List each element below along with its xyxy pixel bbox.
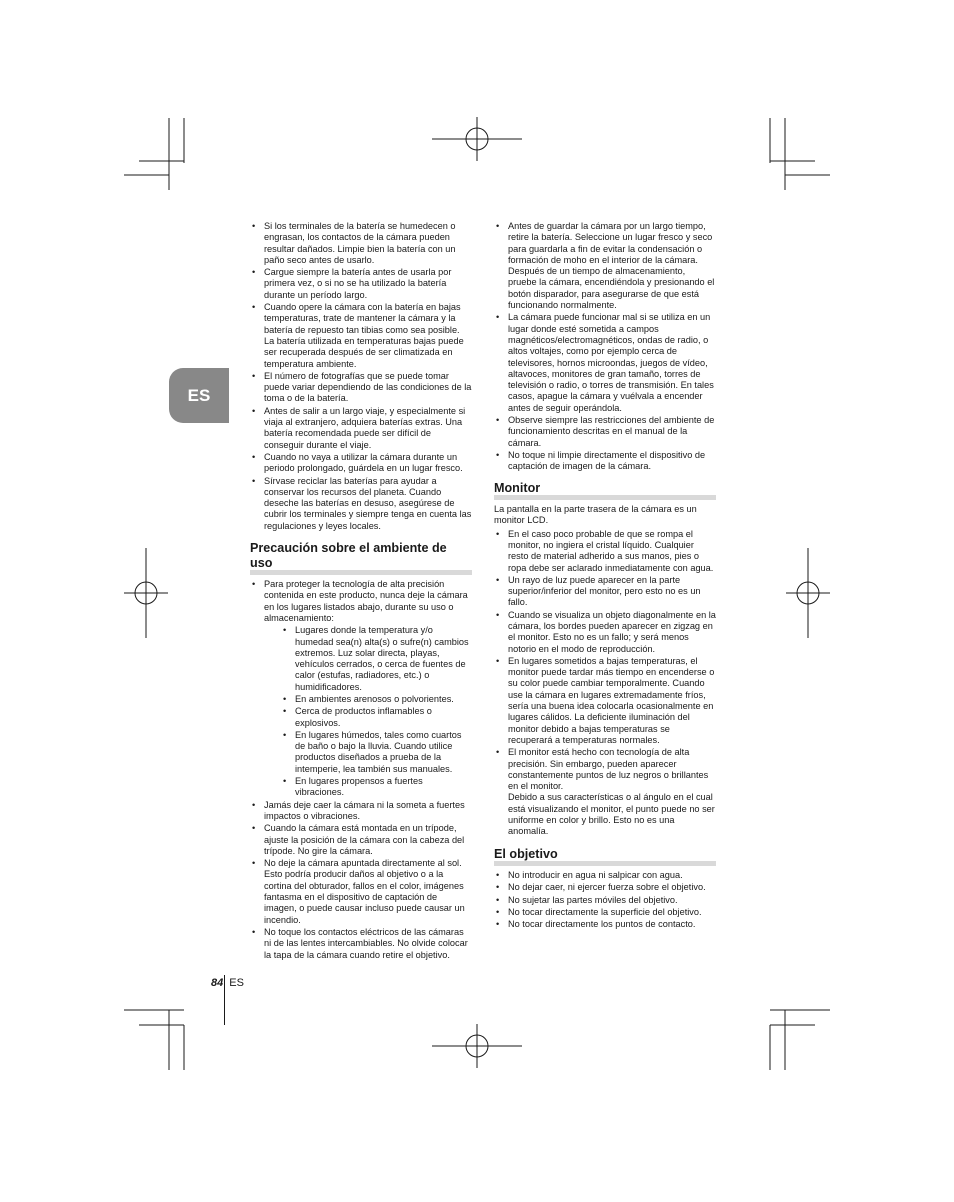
list-item: • No toque ni limpie directamente el dispositivo de captación de imagen de la cámara.: [494, 450, 716, 473]
battery-notes-list: [250, 221, 472, 532]
list-item: • El número de fotografías que se puede tomar puede variar dependiendo de las condiciones de la toma o de la batería.: [250, 371, 472, 405]
language-tab: ES: [169, 368, 229, 423]
page-language: ES: [229, 977, 244, 989]
list-item-text: Para proteger la tecnología de alta precisión contenida en este producto, nunca deje la cámara en los lugares listados abajo, durante su uso o almacenamiento:: [264, 579, 468, 623]
list-item: • Observe siempre las restricciones del ambiente de funcionamiento descritas en el manual de la cámara.: [494, 415, 716, 449]
list-item: • Cuando opere la cámara con la batería en bajas temperaturas, trate de mantener la cámara y la batería de repuesto tan tibias como sea posible. La batería utilizada en temperaturas bajas puede ser recuperada después de ser climatizada en temperatura ambiente.: [250, 302, 472, 370]
list-item: • Un rayo de luz puede aparecer en la parte superior/inferior del monitor, pero esto no es un fallo.: [494, 575, 716, 609]
list-item: • Cuando se visualiza un objeto diagonalmente en la cámara, los bordes pueden aparecer en zigzag en el monitor. Esto no es un fallo; y será menos notorio en el modo de reproducción.: [494, 610, 716, 655]
monitor-list: [494, 529, 716, 838]
page-footer: [211, 977, 244, 990]
sub-list-item: • En lugares propensos a fuertes vibraciones.: [264, 776, 472, 799]
sub-list-item: • En ambientes arenosos o polvorientes.: [264, 694, 472, 705]
section-title-text: El objetivo: [494, 846, 558, 861]
list-item: • Cuando la cámara está montada en un trípode, ajuste la posición de la cámara con la cabeza del trípode. No gire la cámara.: [250, 823, 472, 857]
list-item: • Antes de guardar la cámara por un largo tiempo, retire la batería. Seleccione un lugar fresco y seco para guardarla a fin de evitar la condensación o formación de moho en el interior de la cámara. Después de un tiempo de almacenamiento, pruebe la cámara, encendiéndola y presionando el botón disparador, para asegurarse de que está funcionando normalmente.: [494, 221, 716, 311]
list-item: [494, 747, 716, 837]
left-column: [250, 221, 472, 962]
section-title-precaucion: [250, 541, 472, 575]
list-item: • Jamás deje caer la cámara ni la someta a fuertes impactos o vibraciones.: [250, 800, 472, 823]
objetivo-list: [494, 870, 716, 930]
list-item: • Sírvase reciclar las baterías para ayudar a conservar los recursos del planeta. Cuando deseche las baterías en desuso, asegúrese de cubrir los terminales y siempre tenga en cuenta las regulaciones y leyes locales.: [250, 476, 472, 532]
list-item: • No tocar directamente la superficie del objetivo.: [494, 907, 716, 918]
precaucion-list: [250, 579, 472, 961]
sub-list-item: • En lugares húmedos, tales como cuartos de baño o bajo la lluvia. Cuando utilice productos diseñados a prueba de la intemperie, lea también sus manuales.: [264, 730, 472, 775]
section-title-monitor: [494, 481, 716, 501]
list-item: • No toque los contactos eléctricos de las cámaras ni de las lentes intercambiables. No olvide colocar la tapa de la cámara cuando retire el objetivo.: [250, 927, 472, 961]
storage-notes-list: [494, 221, 716, 473]
right-column: [494, 221, 716, 932]
footer-divider: [224, 975, 225, 1025]
list-item: [250, 579, 472, 799]
sub-list-item: • Cerca de productos inflamables o explosivos.: [264, 706, 472, 729]
list-item: • Si los terminales de la batería se humedecen o engrasan, los contactos de la cámara pueden resultar dañados. Limpie bien la batería con un paño seco antes de usarlo.: [250, 221, 472, 266]
section-title-text: Precaución sobre el ambiente de uso: [250, 541, 447, 570]
list-item: • No sujetar las partes móviles del objetivo.: [494, 895, 716, 906]
list-item: • Cuando no vaya a utilizar la cámara durante un periodo prolongado, guárdela en un lugar fresco.: [250, 452, 472, 475]
section-title-text: Monitor: [494, 480, 541, 495]
list-item: • En lugares sometidos a bajas temperaturas, el monitor puede tardar más tiempo en encenderse o su color puede cambiar temporalmente. Cuando use la cámara en lugares extremadamente fríos, sería una buena idea colocarla ocasionalmente en lugares cálidos. La deficiente iluminación del monitor debido a bajas temperaturas se recuperará a temperaturas normales.: [494, 656, 716, 746]
sub-list-item: • Lugares donde la temperatura y/o humedad sea(n) alta(s) o sufre(n) cambios extremos. Luz solar directa, playas, vehículos cerrados, o cerca de fuentes de calor (estufas, radiadores, etc.) o humidificadores.: [264, 625, 472, 693]
page-number: 84: [211, 977, 224, 989]
list-item-text: El monitor está hecho con tecnología de alta precisión. Sin embargo, pueden aparecer constantemente puntos de luz negros o brillantes en el monitor.: [508, 747, 709, 792]
list-item: • No deje la cámara apuntada directamente al sol. Esto podría producir daños al objetivo o a la cortina del obturador, fallos en el color, imágenes fantasma en el dispositivo de captación de imagen, o puede causar incluso puede causar un incendio.: [250, 858, 472, 926]
list-item: • No introducir en agua ni salpicar con agua.: [494, 870, 716, 881]
monitor-intro: La pantalla en la parte trasera de la cámara es un monitor LCD.: [494, 504, 697, 526]
list-item: • No tocar directamente los puntos de contacto.: [494, 919, 716, 930]
list-item: • Antes de salir a un largo viaje, y especialmente si viaja al extranjero, adquiera baterías extras. Una batería recomendada puede ser difícil de conseguir durante el viaje.: [250, 406, 472, 451]
list-item: • La cámara puede funcionar mal si se utiliza en un lugar donde esté sometida a campos magnéticos/electromagnéticos, ondas de radio, o altos voltajes, como por ejemplo cerca de televisores, hornos microondas, juegos de vídeo, altavoces, monitores de gran tamaño, torres de televisión o radio, o torres de transmisión. En tales casos, apague la cámara y vuélvala a encender antes de seguir operándola.: [494, 312, 716, 414]
section-title-objetivo: [494, 847, 716, 867]
list-item: • En el caso poco probable de que se rompa el monitor, no ingiera el cristal líquido. Cualquier resto de material adherido a sus manos, pies o ropa debe ser aclarado inmediatamente con agua.: [494, 529, 716, 574]
list-item-text: Debido a sus características o al ángulo en el cual está visualizando el monitor, el punto puede no ser uniforme en color y brillo. Esto no es una anomalía.: [508, 792, 715, 837]
list-item: • No dejar caer, ni ejercer fuerza sobre el objetivo.: [494, 882, 716, 893]
precaucion-sublist: [264, 625, 472, 798]
list-item: • Cargue siempre la batería antes de usarla por primera vez, o si no se ha utilizado la batería durante un período largo.: [250, 267, 472, 301]
